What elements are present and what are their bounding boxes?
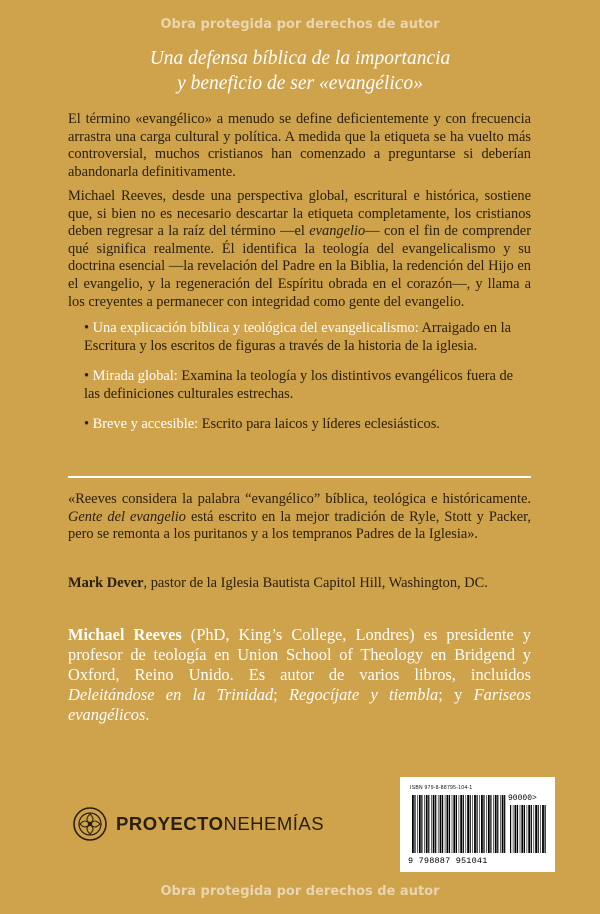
book-separator-2: ; y <box>438 685 474 704</box>
tagline-line-2: y beneficio de ser «evangélico» <box>177 73 423 94</box>
publisher-name-bold: PROYECTO <box>116 813 224 834</box>
endorser-role: , pastor de la Iglesia Bautista Capitol Hill, Washington, DC. <box>143 575 488 591</box>
barcode-bars-icon <box>412 795 506 853</box>
price-code: 90000> <box>508 794 537 803</box>
quote-text-2: está escrito en la mejor tradición de Ryle, Stott y Packer, pero se remonta a los puritanos y a los tempranos Padres de la Iglesia». <box>68 508 531 543</box>
endorsement-quote <box>68 491 531 544</box>
barcode <box>400 777 555 872</box>
feature-text: Arraigado en la Escritura y los escritos de figuras a través de la historia de la iglesia. <box>84 320 512 354</box>
barcode-addon-bars-icon <box>510 805 546 853</box>
description-italic-term: evangelio <box>309 223 366 240</box>
publisher-name <box>116 813 324 835</box>
feature-list <box>84 320 532 447</box>
watermark-top: Obra protegida por derechos de autor <box>160 17 440 32</box>
feature-text: Escrito para laicos y líderes eclesiásticos. <box>198 416 440 433</box>
tagline <box>40 46 560 96</box>
book-title-1: Deleitándose en la Trinidad <box>68 685 274 704</box>
section-divider <box>68 476 531 478</box>
feature-item <box>84 416 532 434</box>
book-separator-1: ; <box>273 685 290 704</box>
intro-paragraph: El término «evangélico» a menudo se define deficientemente y con frecuencia arrastra una carga cultural y política. A medida que la etiqueta se ha vuelto más controversial, muchos cristianos han comenzado a preguntarse si deberían abandonarla definitivamente. <box>68 111 531 180</box>
description-paragraph <box>68 188 531 311</box>
watermark-bottom: Obra protegida por derechos de autor <box>160 884 440 899</box>
publisher-logo <box>72 804 324 844</box>
isbn-label: ISBN 979-8-88795-104-1 <box>410 785 473 791</box>
endorsement-attribution <box>68 575 548 593</box>
feature-item <box>84 320 532 355</box>
description-text-2: — con el fin de comprender qué significa realmente. Él identifica la teología del evangelicalismo y su doctrina esencial —la revelación del Padre en la Biblia, la redención del Hijo en el evangelio, y la regeneración del Espíritu obrada en el corazón—, y llama a los creyentes a permanecer con integridad como gente del evangelio. <box>68 223 531 310</box>
feature-item <box>84 368 532 403</box>
rose-emblem-icon <box>72 806 108 842</box>
author-name: Michael Reeves <box>68 625 182 644</box>
feature-text: Examina la teología y los distintivos evangélicos fuera de las definiciones culturales estrechas. <box>84 368 514 402</box>
author-bio <box>68 625 531 725</box>
description-text-1: Michael Reeves, desde una perspectiva global, escritural e histórica, sostiene que, si bien no es necesario descartar la etiqueta completamente, los cristianos deben regresar a la raíz del término —el <box>68 188 531 240</box>
publisher-name-light: NEHEMÍAS <box>223 813 325 834</box>
feature-lead: Una explicación bíblica y teológica del evangelicalismo: <box>92 320 419 336</box>
bullet-icon: • <box>84 416 90 433</box>
author-bio-text: (PhD, King’s College, Londres) es presidente y profesor de teología en Union School of Theology en Bridgend y Oxford, Reino Unido. Es autor de varios libros, incluidos <box>68 625 531 684</box>
book-title-2: Regocíjate y tiembla <box>289 685 439 704</box>
endorser-name: Mark Dever <box>68 575 144 591</box>
book-title-3: Fariseos evangélicos <box>68 685 531 724</box>
quote-book-title: Gente del evangelio <box>68 508 186 525</box>
feature-lead: Breve y accesible: <box>92 416 199 433</box>
bullet-icon: • <box>84 368 90 385</box>
tagline-line-1: Una defensa bíblica de la importancia <box>149 48 451 69</box>
quote-text-1: «Reeves considera la palabra “evangélico” bíblica, teológica e históricamente. <box>68 491 531 507</box>
author-bio-end: . <box>145 705 150 724</box>
feature-lead: Mirada global: <box>92 368 178 385</box>
barcode-digits: 9 798887 951041 <box>408 856 488 866</box>
bullet-icon: • <box>84 320 90 336</box>
